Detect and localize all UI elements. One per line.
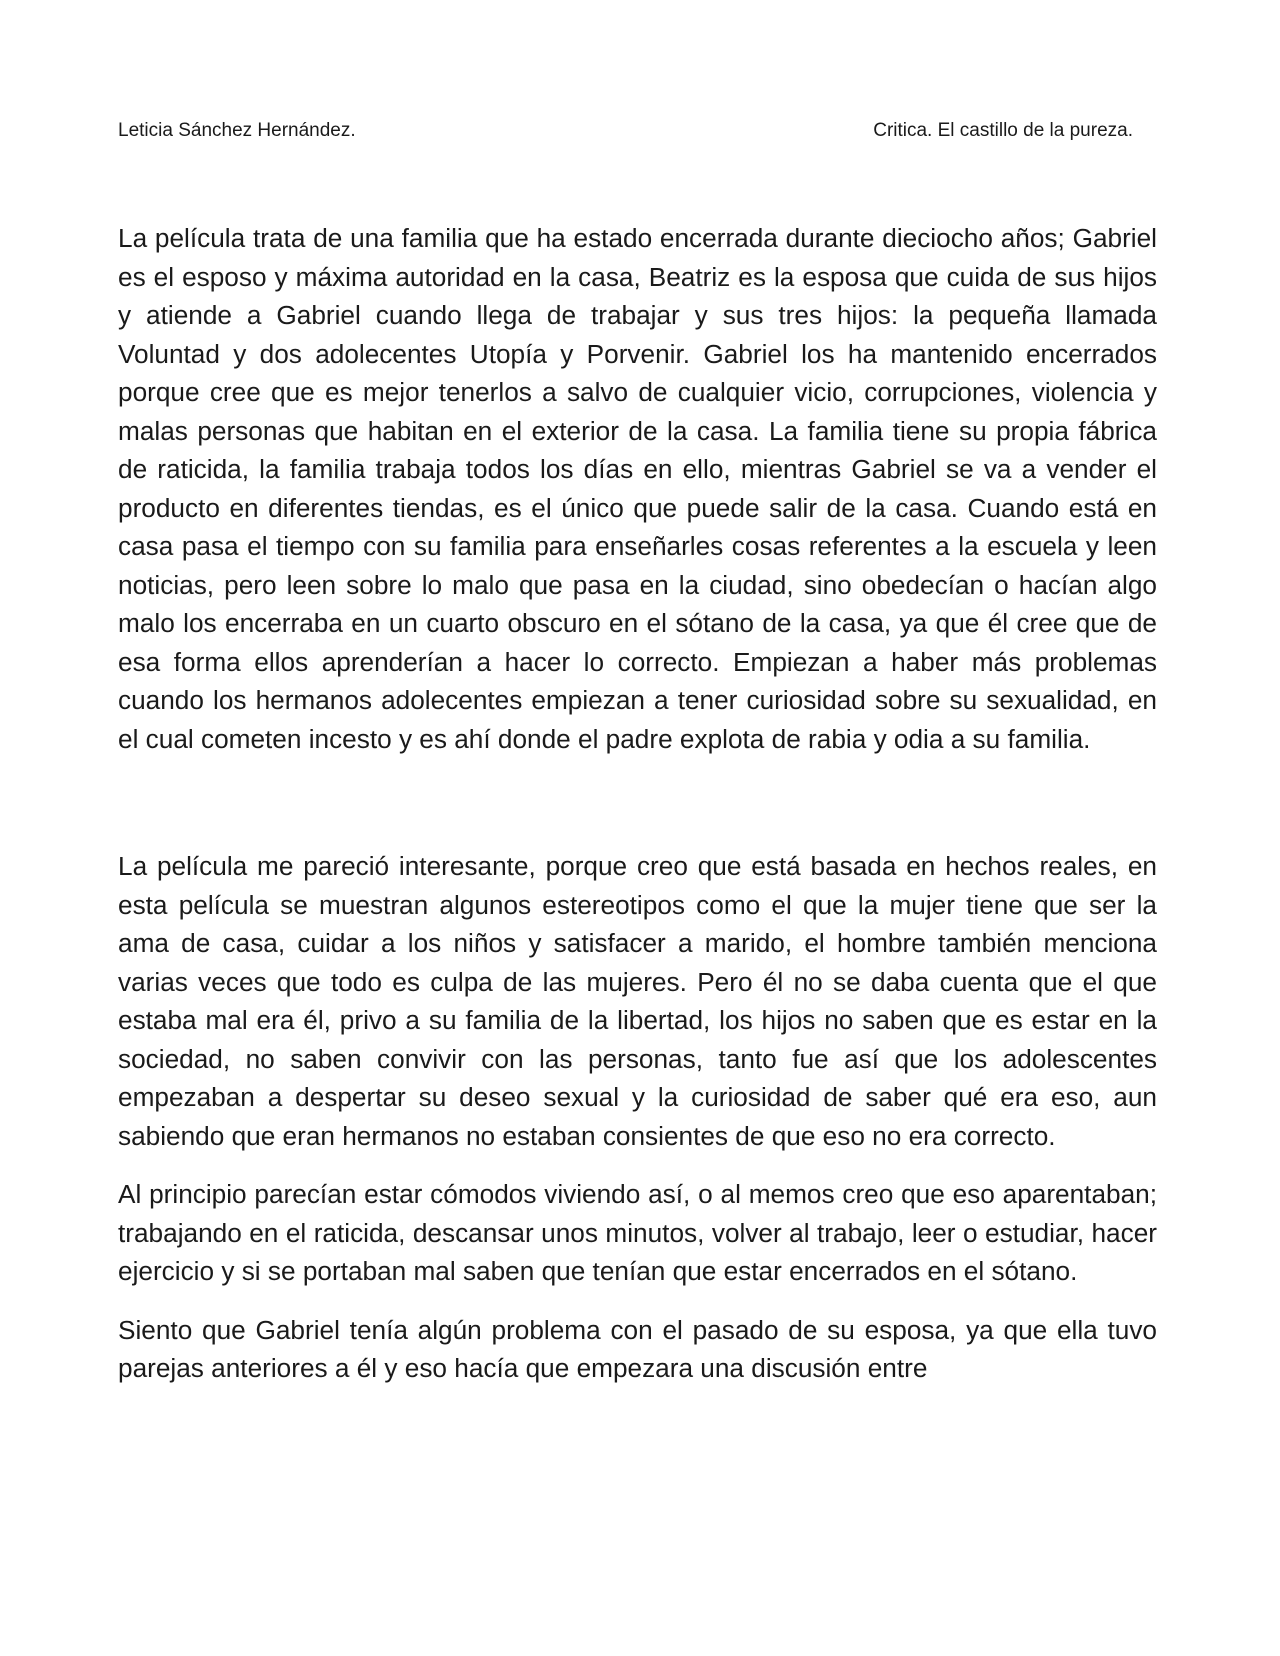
author-name: Leticia Sánchez Hernández. bbox=[118, 120, 356, 141]
document-title: Critica. El castillo de la pureza. bbox=[873, 120, 1133, 141]
paragraph-routine: Al principio parecían estar cómodos viviendo así, o al memos creo que eso aparentaban; trabajando en el raticida, descansar unos minutos, volver al trabajo, leer o estudiar, hacer ejercicio y si se portaban mal saben que tenían que estar encerrados en el sótano. bbox=[118, 1179, 1157, 1286]
paragraph-summary: La película trata de una familia que ha estado encerrada durante dieciocho años; Gabriel es el esposo y máxima autoridad en la casa, Beatriz es la esposa que cuida de sus hijos y atiende a Gabriel cuando llega de trabajar y sus tres hijos: la pequeña llamada Voluntad y dos adolecentes Utopía y Porvenir. Gabriel los ha mantenido encerrados porque cree que es mejor tenerlos a salvo de cualquier vicio, corrupciones, violencia y malas personas que habitan en el exterior de la casa. La familia tiene su propia fábrica de raticida, la familia trabaja todos los días en ello, mientras Gabriel se va a vender el producto en diferentes tiendas, es el único que puede salir de la casa. Cuando está en casa pasa el tiempo con su familia para enseñarles cosas referentes a la escuela y leen noticias, pero leen sobre lo malo que pasa en la ciudad, sino obedecían o hacían algo malo los encerraba en un cuarto obscuro en el sótano de la casa, ya que él cree que de esa forma ellos aprenderían a hacer lo correcto. Empiezan a haber más problemas cuando los hermanos adolecentes empiezan a tener curiosidad sobre su sexualidad, en el cual cometen incesto y es ahí donde el padre explota de rabia y odia a su familia. bbox=[118, 223, 1157, 754]
paragraph-opinion: La película me pareció interesante, porque creo que está basada en hechos reales, en esta película se muestran algunos estereotipos como el que la mujer tiene que ser la ama de casa, cuidar a los niños y satisfacer a marido, el hombre también menciona varias veces que todo es culpa de las mujeres. Pero él no se daba cuenta que el que estaba mal era él, privo a su familia de la libertad, los hijos no saben que es estar en la sociedad, no saben convivir con las personas, tanto fue así que los adolescentes empezaban a despertar su deseo sexual y la curiosidad de saber qué era eso, aun sabiendo que eran hermanos no estaban consientes de que eso no era correcto. bbox=[118, 851, 1157, 1151]
paragraph-gabriel: Siento que Gabriel tenía algún problema con el pasado de su esposa, ya que ella tuvo parejas anteriores a él y eso hacía que empezara una discusión entre bbox=[118, 1314, 1157, 1383]
document-body bbox=[118, 219, 1157, 1388]
